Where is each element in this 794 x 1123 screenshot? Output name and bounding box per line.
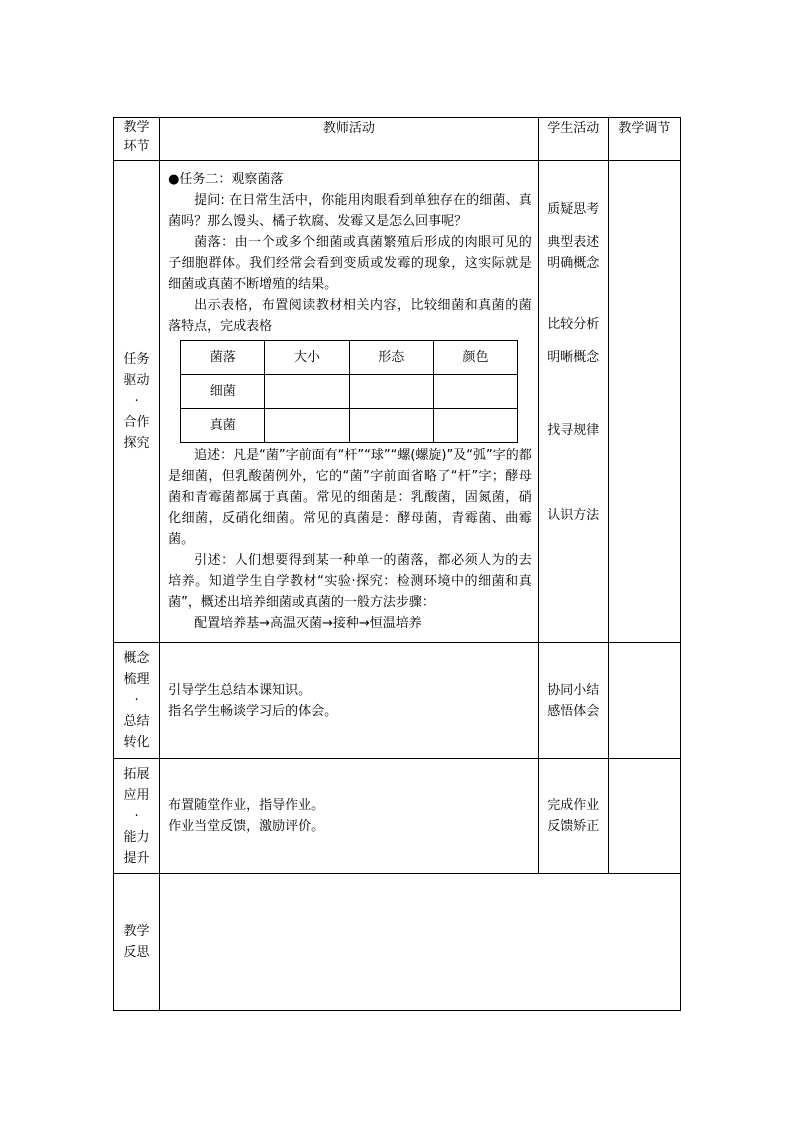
table-row: 细菌 [181, 375, 518, 409]
adjust-cell [608, 161, 680, 643]
stage-cell: 任务 驱动 · 合作 探究 [114, 161, 160, 643]
paragraph: 菌落：由一个或多个细菌或真菌繁殖后形成的肉眼可见的子细胞群体。我们经常会看到变质或发霉的现象，这实际就是细菌或真菌不断增殖的结果。 [168, 235, 532, 292]
paragraph: 配置培养基→高温灭菌→接种→恒温培养 [194, 616, 422, 631]
stage-cell: 教学 反思 [114, 874, 160, 1011]
blank-cell [433, 375, 517, 409]
header-adjust: 教学调节 [608, 118, 680, 161]
reflection-area[interactable] [160, 874, 681, 1011]
blank-cell [433, 409, 517, 443]
paragraph: 追述：凡是“菌”字前面有“杆”“球”“螺(螺旋)”及“弧”字的都是细菌，但乳酸菌例外，它的“菌”字前面省略了“杆”字；酵母菌和青霉菌都属于真菌。常见的细菌是：乳酸菌，固氮菌，硝化细菌，反硝化细菌。常见的真菌是：酵母菌，青霉菌、曲霉菌。 [168, 448, 532, 547]
adjust-cell [608, 759, 680, 874]
paragraph: 引述：人们想要得到某一种单一的菌落，都必须人为的去培养。知道学生自学教材“实验·探究：检测环境中的细菌和真菌”，概述出培养细菌或真菌的一般方法步骤： [168, 553, 532, 610]
header-teacher: 教师活动 [160, 118, 539, 161]
student-activity: 完成作业 反馈矫正 [538, 759, 608, 874]
lesson-plan-table [113, 117, 681, 1011]
blank-cell [265, 409, 349, 443]
col-header: 大小 [265, 341, 349, 375]
paragraph: 提问: 在日常生活中，你能用肉眼看到单独存在的细菌、真菌吗？那么馒头、橘子软腐、发霉又是怎么回事呢？ [168, 193, 532, 229]
blank-cell [349, 409, 433, 443]
student-activity: 质疑思考 典型表述 明确概念 比较分析 明晰概念 找寻规律 认识方法 [538, 161, 608, 643]
student-activity: 协同小结 感悟体会 [538, 643, 608, 759]
teacher-activity: 引导学生总结本课知识。 指名学生畅谈学习后的体会。 [160, 643, 539, 759]
row-concept-summary [114, 643, 681, 759]
blank-cell [265, 375, 349, 409]
header-student: 学生活动 [538, 118, 608, 161]
adjust-cell [608, 643, 680, 759]
row-reflection [114, 874, 681, 1011]
table-row: 真菌 [181, 409, 518, 443]
col-header: 形态 [349, 341, 433, 375]
teacher-activity: 布置随堂作业，指导作业。 作业当堂反馈，激励评价。 [160, 759, 539, 874]
row-task-driven [114, 161, 681, 643]
paragraph: 出示表格，布置阅读教材相关内容，比较细菌和真菌的菌落特点，完成表格 [168, 298, 532, 334]
header-row [114, 118, 681, 161]
header-stage: 教学环节 [114, 118, 160, 161]
task-title: ●任务二：观察菌落 [168, 172, 284, 187]
teacher-activity [160, 161, 539, 643]
col-header: 颜色 [433, 341, 517, 375]
col-header: 菌落 [181, 341, 265, 375]
stage-cell: 概念 梳理 · 总结 转化 [114, 643, 160, 759]
blank-cell [349, 375, 433, 409]
colony-comparison-table [180, 340, 518, 443]
row-extension [114, 759, 681, 874]
stage-cell: 拓展 应用 · 能力 提升 [114, 759, 160, 874]
